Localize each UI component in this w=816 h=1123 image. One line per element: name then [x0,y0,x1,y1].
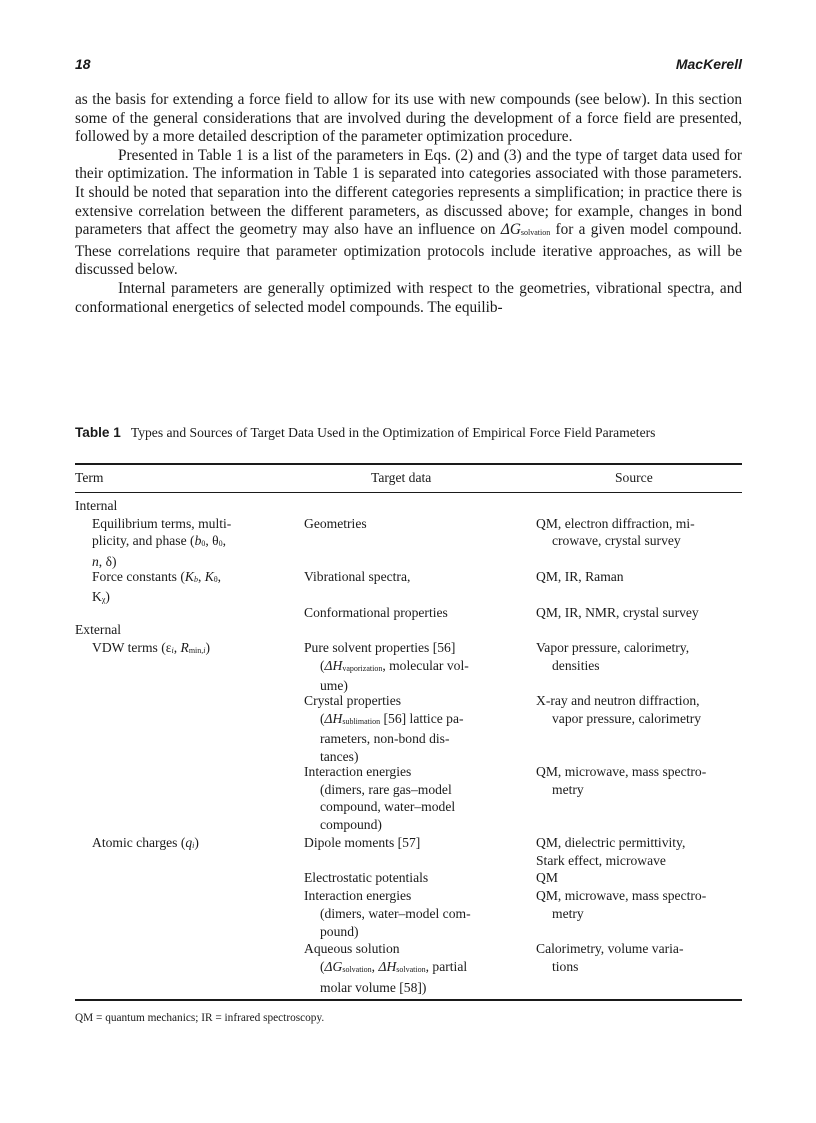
table-row [75,940,742,993]
term-line: Force constants (Kb, Kθ, [92,568,222,584]
delta-g-symbol: ΔG [500,221,521,239]
target-line: Crystal properties [304,693,402,709]
page-number: 18 [75,56,91,72]
source-line: QM, IR, NMR, crystal survey [536,604,699,620]
target-line: Pure solvent properties [56] [304,640,456,656]
source-line: metry [552,781,584,797]
target-cell [304,940,529,996]
target-line: Dipole moments [57] [304,835,421,851]
target-cell [304,869,529,887]
table-label: Table 1 [75,425,121,440]
table-header [75,470,742,488]
target-cell [304,763,529,834]
source-cell [536,692,746,727]
source-cell [536,940,746,975]
source-line: QM, microwave, mass spectro- [536,764,707,780]
term-line: Kχ) [92,589,110,605]
source-line: QM, microwave, mass spectro- [536,888,707,904]
column-header-term: Term [75,470,104,485]
source-cell [536,639,746,674]
target-cell [304,639,529,695]
target-line: (ΔGsolvation, ΔHsolvation, partial [320,958,468,974]
target-cell [304,604,529,622]
term-cell [75,692,305,763]
term-line: VDW terms (εi, Rmin,i) [92,640,211,656]
table-row [75,692,742,763]
source-line: QM [536,870,558,886]
target-cell [304,515,529,533]
target-cell [304,692,529,766]
target-line: (ΔHsublimation [56] lattice pa- [320,710,464,726]
target-line: Electrostatic potentials [304,870,429,886]
source-line: tions [552,958,579,974]
source-line: QM, IR, Raman [536,568,624,584]
group-label-internal: Internal [75,498,118,513]
term-cell [75,834,322,869]
paragraph-2 [75,147,742,280]
table-caption-text: Types and Sources of Target Data Used in the Optimization of Empirical Force Field Parameters [130,425,656,440]
column-header-source: Source [615,470,653,485]
table-footnote: QM = quantum mechanics; IR = infrared spectroscopy. [75,1012,325,1024]
target-line: rameters, non-bond dis- [320,731,450,747]
term-line: n, δ) [92,554,117,570]
term-cell [75,940,305,993]
paragraph-2-part-1: Presented in Table 1 is a list of the parameters in Eqs. (2) and (3) and the type of target data used for their optimization. The information in Table 1 is separated into categories associated with those parameters. It should be noted that separation into the different categories represents a simplification; in practice there is extensive correlation between the different parameters, as discussed above; for example, changes in bond parameters that affect the geometry may also have an influence on [75,146,742,239]
delta-g-subscript: solvation [520,228,551,238]
target-line: (ΔHvaporization, molecular vol- [320,657,469,673]
target-line: (dimers, rare gas–model [320,781,452,797]
source-line: QM, dielectric permittivity, [536,835,686,851]
table-row [75,568,742,604]
source-line: densities [552,657,600,673]
source-cell [536,604,746,622]
source-cell [536,515,746,550]
table-body [75,497,742,993]
running-author: MacKerell [675,56,742,72]
source-line: crowave, crystal survey [552,533,681,549]
target-line: Aqueous solution [304,941,400,957]
table-caption [75,424,742,442]
target-line: (dimers, water–model com- [320,905,471,921]
table-row [75,604,742,622]
source-line: QM, electron diffraction, mi- [536,515,695,531]
table-row [75,834,742,869]
source-line: Vapor pressure, calorimetry, [536,640,690,656]
target-line: ume) [320,678,348,694]
term-line: plicity, and phase (b0, θ0, [92,533,227,549]
paragraph-1: as the basis for extending a force field to allow for its use with new compounds (see below). In this section some of the general considerations that are involved during the development of a force field are presented, followed by a more detailed description of the parameter optimization procedure. [75,91,742,146]
target-line: molar volume [58]) [320,979,427,995]
table-row [75,887,742,940]
table-row [75,515,742,568]
source-line: metry [552,905,584,921]
source-cell [536,869,746,887]
term-cell [75,515,322,568]
target-line: tances) [320,749,359,765]
term-cell [75,639,322,692]
term-cell [75,604,305,622]
source-cell [536,834,746,869]
paragraph-3: Internal parameters are generally optimized with respect to the geometries, vibrational spectra, and conformational energetics of selected model compounds. The equilib- [75,279,742,316]
table-row [75,763,742,834]
term-cell [75,763,305,834]
target-line: compound) [320,817,382,833]
term-cell [75,869,305,887]
target-line: pound) [320,923,359,939]
source-line: Stark effect, microwave [536,852,666,868]
table-row [75,639,742,692]
term-line: Equilibrium terms, multi- [92,515,232,531]
source-line: vapor pressure, calorimetry [552,710,702,726]
target-line: Vibrational spectra, [304,568,411,584]
running-head [75,56,742,72]
source-cell [536,568,746,586]
group-label-external: External [75,622,122,638]
table-top-rule [75,463,742,465]
target-cell [304,834,529,852]
term-cell [75,887,305,940]
table-header-rule [75,492,742,493]
source-cell [536,763,746,798]
table-bottom-rule [75,999,742,1001]
source-line: Calorimetry, volume varia- [536,941,684,957]
target-cell [304,887,529,940]
target-line: Interaction energies [304,888,412,904]
term-cell [75,568,322,604]
source-cell [536,887,746,922]
term-line: Atomic charges (qi) [92,835,199,851]
target-line: Geometries [304,515,367,531]
target-line: Interaction energies [304,764,412,780]
body-text [75,91,742,317]
table-row [75,869,742,887]
source-line: X-ray and neutron diffraction, [536,693,700,709]
target-line: compound, water–model [320,799,456,815]
paragraph-2-part-2: for a given model compound. These correlations require that parameter optimization protocols include iterative approaches, as will be discussed below. [75,221,742,279]
target-line: Conformational properties [304,604,448,620]
column-header-target-data: Target data [371,470,432,485]
target-cell [304,568,529,586]
